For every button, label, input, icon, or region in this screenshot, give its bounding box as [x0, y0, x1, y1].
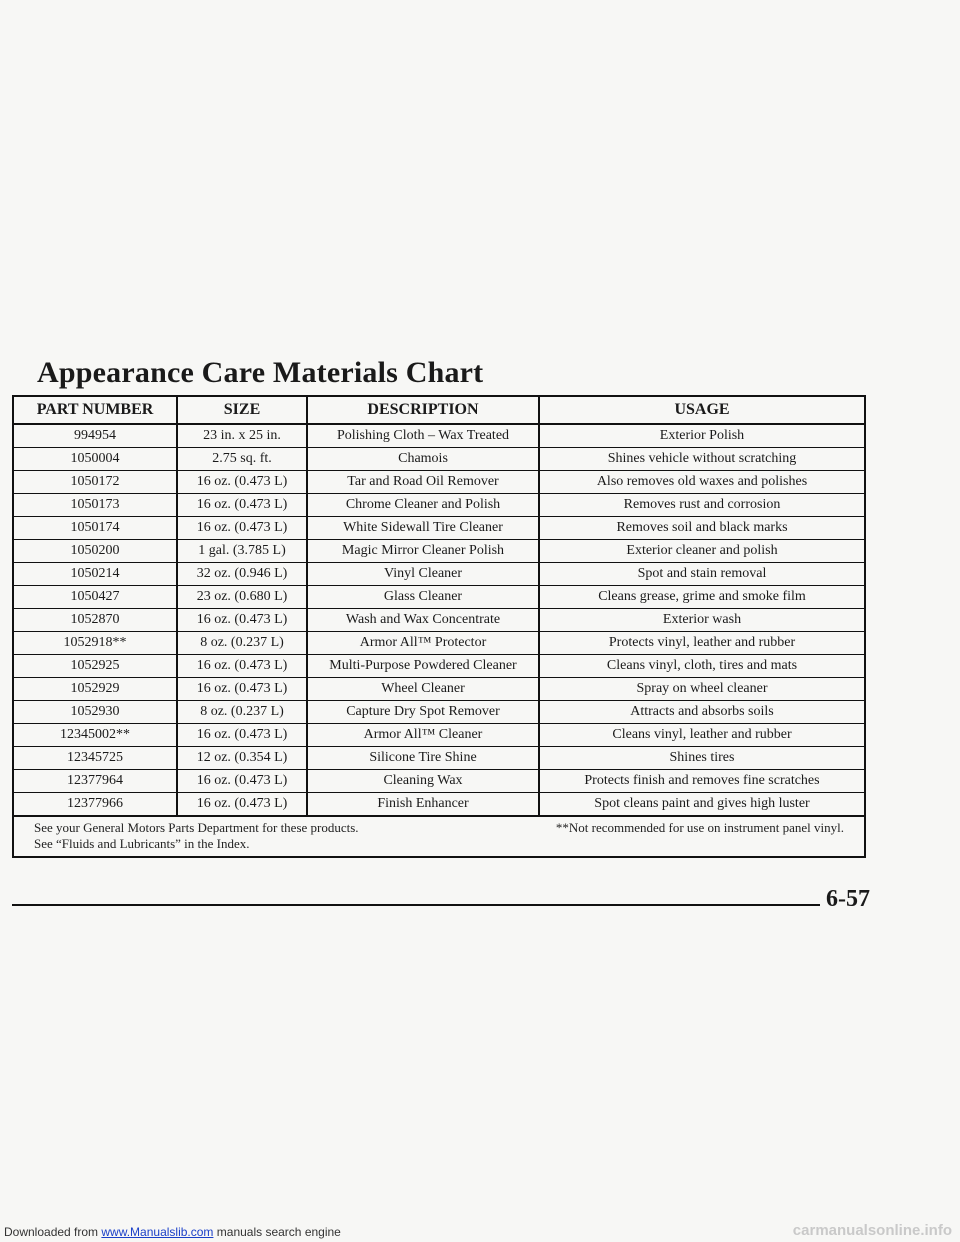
appearance-care-chart [12, 395, 866, 858]
description-cell: Armor All™ Protector [307, 632, 539, 655]
size-cell: 16 oz. (0.473 L) [177, 678, 307, 701]
usage-cell: Spot and stain removal [539, 563, 864, 586]
table-row [14, 770, 864, 793]
table-row [14, 517, 864, 540]
download-banner [4, 1225, 341, 1239]
size-cell: 16 oz. (0.473 L) [177, 471, 307, 494]
description-cell: Polishing Cloth – Wax Treated [307, 424, 539, 448]
table-row [14, 724, 864, 747]
table-row [14, 424, 864, 448]
footnote-fluids-reference: See “Fluids and Lubricants” in the Index. [34, 836, 250, 851]
description-cell: Capture Dry Spot Remover [307, 701, 539, 724]
size-cell: 12 oz. (0.354 L) [177, 747, 307, 770]
size-cell: 32 oz. (0.946 L) [177, 563, 307, 586]
manualslib-link[interactable]: www.Manualslib.com [101, 1225, 214, 1239]
part-number-cell: 1050173 [14, 494, 177, 517]
usage-cell: Spray on wheel cleaner [539, 678, 864, 701]
size-cell: 1 gal. (3.785 L) [177, 540, 307, 563]
table-row [14, 655, 864, 678]
part-number-cell: 1050200 [14, 540, 177, 563]
usage-cell: Protects finish and removes fine scratches [539, 770, 864, 793]
column-header-size: SIZE [177, 397, 307, 424]
description-cell: Chrome Cleaner and Polish [307, 494, 539, 517]
footnotes [14, 817, 864, 856]
usage-cell: Attracts and absorbs soils [539, 701, 864, 724]
part-number-cell: 1052918** [14, 632, 177, 655]
size-cell: 16 oz. (0.473 L) [177, 724, 307, 747]
description-cell: Glass Cleaner [307, 586, 539, 609]
part-number-cell: 12377966 [14, 793, 177, 817]
size-cell: 2.75 sq. ft. [177, 448, 307, 471]
description-cell: Armor All™ Cleaner [307, 724, 539, 747]
page-number: 6-57 [826, 886, 870, 912]
part-number-cell: 1052929 [14, 678, 177, 701]
usage-cell: Shines vehicle without scratching [539, 448, 864, 471]
footnote-parts-department: See your General Motors Parts Department for these products. [34, 820, 359, 835]
table-row [14, 563, 864, 586]
size-cell: 16 oz. (0.473 L) [177, 793, 307, 817]
size-cell: 23 oz. (0.680 L) [177, 586, 307, 609]
table-row [14, 586, 864, 609]
table-row [14, 494, 864, 517]
description-cell: White Sidewall Tire Cleaner [307, 517, 539, 540]
description-cell: Cleaning Wax [307, 770, 539, 793]
part-number-cell: 994954 [14, 424, 177, 448]
description-cell: Magic Mirror Cleaner Polish [307, 540, 539, 563]
page-footer-rule [12, 904, 820, 906]
table-row [14, 448, 864, 471]
part-number-cell: 12377964 [14, 770, 177, 793]
usage-cell: Exterior cleaner and polish [539, 540, 864, 563]
size-cell: 23 in. x 25 in. [177, 424, 307, 448]
page-title: Appearance Care Materials Chart [37, 356, 484, 389]
usage-cell: Removes soil and black marks [539, 517, 864, 540]
column-header-description: DESCRIPTION [307, 397, 539, 424]
part-number-cell: 1050004 [14, 448, 177, 471]
size-cell: 16 oz. (0.473 L) [177, 494, 307, 517]
usage-cell: Protects vinyl, leather and rubber [539, 632, 864, 655]
size-cell: 16 oz. (0.473 L) [177, 770, 307, 793]
table-row [14, 747, 864, 770]
table-row [14, 632, 864, 655]
description-cell: Wheel Cleaner [307, 678, 539, 701]
part-number-cell: 12345002** [14, 724, 177, 747]
banner-suffix: manuals search engine [213, 1225, 341, 1239]
part-number-cell: 1050427 [14, 586, 177, 609]
description-cell: Vinyl Cleaner [307, 563, 539, 586]
watermark: carmanualsonline.info [792, 1222, 952, 1239]
table-row [14, 678, 864, 701]
part-number-cell: 1052930 [14, 701, 177, 724]
description-cell: Tar and Road Oil Remover [307, 471, 539, 494]
part-number-cell: 1050174 [14, 517, 177, 540]
part-number-cell: 1050214 [14, 563, 177, 586]
usage-cell: Also removes old waxes and polishes [539, 471, 864, 494]
part-number-cell: 1052870 [14, 609, 177, 632]
usage-cell: Spot cleans paint and gives high luster [539, 793, 864, 817]
usage-cell: Removes rust and corrosion [539, 494, 864, 517]
description-cell: Silicone Tire Shine [307, 747, 539, 770]
size-cell: 16 oz. (0.473 L) [177, 655, 307, 678]
part-number-cell: 1050172 [14, 471, 177, 494]
size-cell: 8 oz. (0.237 L) [177, 701, 307, 724]
column-header-usage: USAGE [539, 397, 864, 424]
table-row [14, 540, 864, 563]
usage-cell: Cleans vinyl, cloth, tires and mats [539, 655, 864, 678]
usage-cell: Exterior Polish [539, 424, 864, 448]
table-row [14, 701, 864, 724]
table-row [14, 609, 864, 632]
usage-cell: Cleans vinyl, leather and rubber [539, 724, 864, 747]
description-cell: Finish Enhancer [307, 793, 539, 817]
part-number-cell: 12345725 [14, 747, 177, 770]
banner-prefix: Downloaded from [4, 1225, 102, 1239]
description-cell: Chamois [307, 448, 539, 471]
table-row [14, 793, 864, 817]
usage-cell: Cleans grease, grime and smoke film [539, 586, 864, 609]
table-header-row [14, 397, 864, 424]
table-body [14, 424, 864, 816]
description-cell: Multi-Purpose Powdered Cleaner [307, 655, 539, 678]
part-number-cell: 1052925 [14, 655, 177, 678]
size-cell: 16 oz. (0.473 L) [177, 609, 307, 632]
usage-cell: Shines tires [539, 747, 864, 770]
size-cell: 8 oz. (0.237 L) [177, 632, 307, 655]
table-row [14, 471, 864, 494]
usage-cell: Exterior wash [539, 609, 864, 632]
description-cell: Wash and Wax Concentrate [307, 609, 539, 632]
footnote-not-recommended: **Not recommended for use on instrument panel vinyl. [555, 820, 844, 835]
materials-table [14, 397, 864, 817]
column-header-part-number: PART NUMBER [14, 397, 177, 424]
size-cell: 16 oz. (0.473 L) [177, 517, 307, 540]
